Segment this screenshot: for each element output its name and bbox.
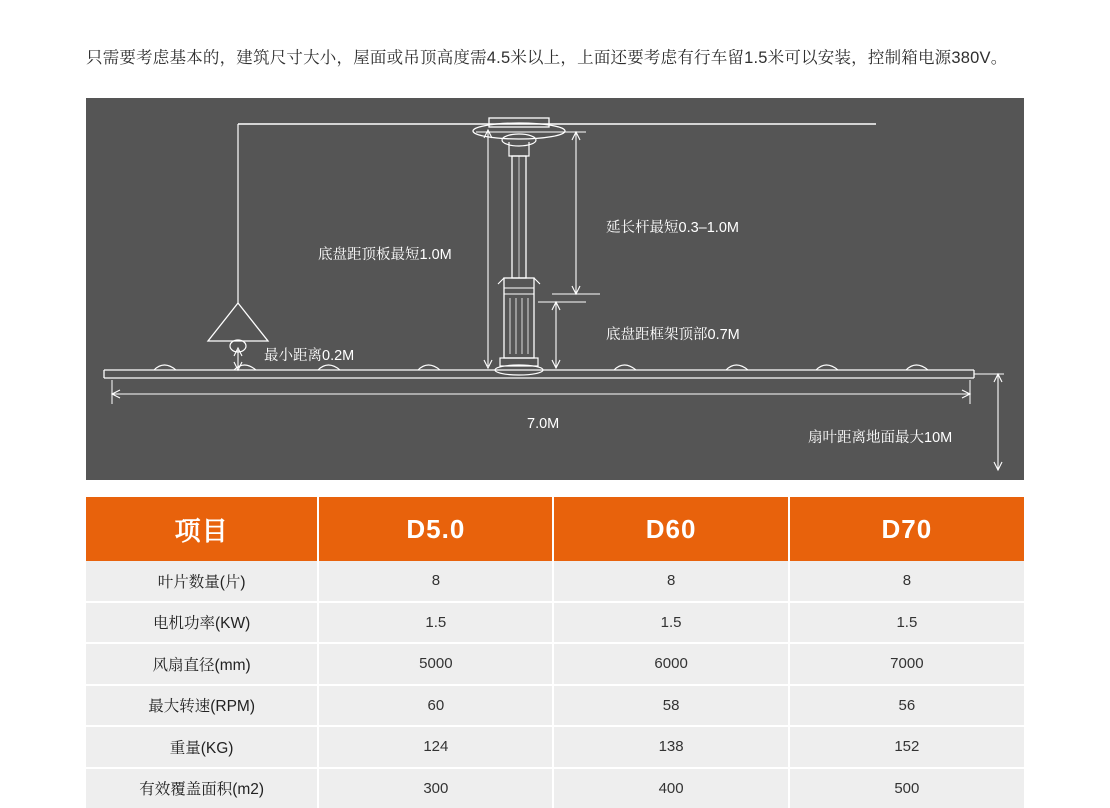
intro-paragraph: 只需要考虑基本的，建筑尺寸大小，屋面或吊顶高度需4.5米以上，上面还要考虑有行车留1.5米可以安装，控制箱电源380V。 <box>86 43 1026 73</box>
label-min-distance: 最小距离0.2M <box>264 347 354 364</box>
motor-housing <box>504 278 534 358</box>
winglet-4 <box>418 365 440 370</box>
label-base-to-ceiling: 底盘距顶板最短1.0M <box>318 245 452 263</box>
table-header-item: 项目 <box>86 497 318 561</box>
winglet-7 <box>816 365 838 370</box>
cell-fan-diameter-d50: 5000 <box>318 643 553 685</box>
table-row <box>86 768 1024 808</box>
winglet-5 <box>614 365 636 370</box>
label-blade-to-ground: 扇叶距离地面最大10M <box>808 429 952 446</box>
table-row <box>86 726 1024 768</box>
lamp-shade <box>208 303 268 341</box>
row-label-blade-count: 叶片数量(片) <box>86 561 318 602</box>
table-header-row <box>86 497 1024 561</box>
mount-joint <box>509 142 529 156</box>
mount-disc <box>473 123 565 139</box>
winglet-8 <box>906 365 928 370</box>
row-label-max-rpm: 最大转速(RPM) <box>86 685 318 727</box>
winglet-6 <box>726 365 748 370</box>
cell-max-rpm-d70: 56 <box>789 685 1024 727</box>
fan-installation-diagram <box>86 98 1024 480</box>
cell-weight-d60: 138 <box>553 726 788 768</box>
cell-weight-d50: 124 <box>318 726 553 768</box>
table-header-d60: D60 <box>553 497 788 561</box>
cell-weight-d70: 152 <box>789 726 1024 768</box>
table-row <box>86 685 1024 727</box>
table-row <box>86 561 1024 602</box>
table-header-d50: D5.0 <box>318 497 553 561</box>
cell-coverage-area-d60: 400 <box>553 768 788 808</box>
cell-fan-diameter-d60: 6000 <box>553 643 788 685</box>
label-extension-rod: 延长杆最短0.3–1.0M <box>606 219 739 236</box>
winglet-1 <box>154 365 176 370</box>
specification-table <box>86 497 1024 808</box>
cell-max-rpm-d50: 60 <box>318 685 553 727</box>
label-fan-diameter: 7.0M <box>527 416 559 432</box>
cell-blade-count-d70: 8 <box>789 561 1024 602</box>
table-header-d70: D70 <box>789 497 1024 561</box>
row-label-weight: 重量(KG) <box>86 726 318 768</box>
table-row <box>86 602 1024 644</box>
cell-blade-count-d50: 8 <box>318 561 553 602</box>
cell-max-rpm-d60: 58 <box>553 685 788 727</box>
cell-coverage-area-d70: 500 <box>789 768 1024 808</box>
row-label-fan-diameter: 风扇直径(mm) <box>86 643 318 685</box>
cell-coverage-area-d50: 300 <box>318 768 553 808</box>
row-label-motor-power: 电机功率(KW) <box>86 602 318 644</box>
winglet-3 <box>318 365 340 370</box>
cell-blade-count-d60: 8 <box>553 561 788 602</box>
diagram-svg <box>86 98 1024 480</box>
cell-motor-power-d70: 1.5 <box>789 602 1024 644</box>
table-row <box>86 643 1024 685</box>
cell-fan-diameter-d70: 7000 <box>789 643 1024 685</box>
table-body <box>86 561 1024 808</box>
mount-collar <box>502 134 536 146</box>
label-base-to-frame-top: 底盘距框架顶部0.7M <box>606 325 740 343</box>
cell-motor-power-d50: 1.5 <box>318 602 553 644</box>
table-header <box>86 497 1024 561</box>
cell-motor-power-d60: 1.5 <box>553 602 788 644</box>
row-label-coverage-area: 有效覆盖面积(m2) <box>86 768 318 808</box>
